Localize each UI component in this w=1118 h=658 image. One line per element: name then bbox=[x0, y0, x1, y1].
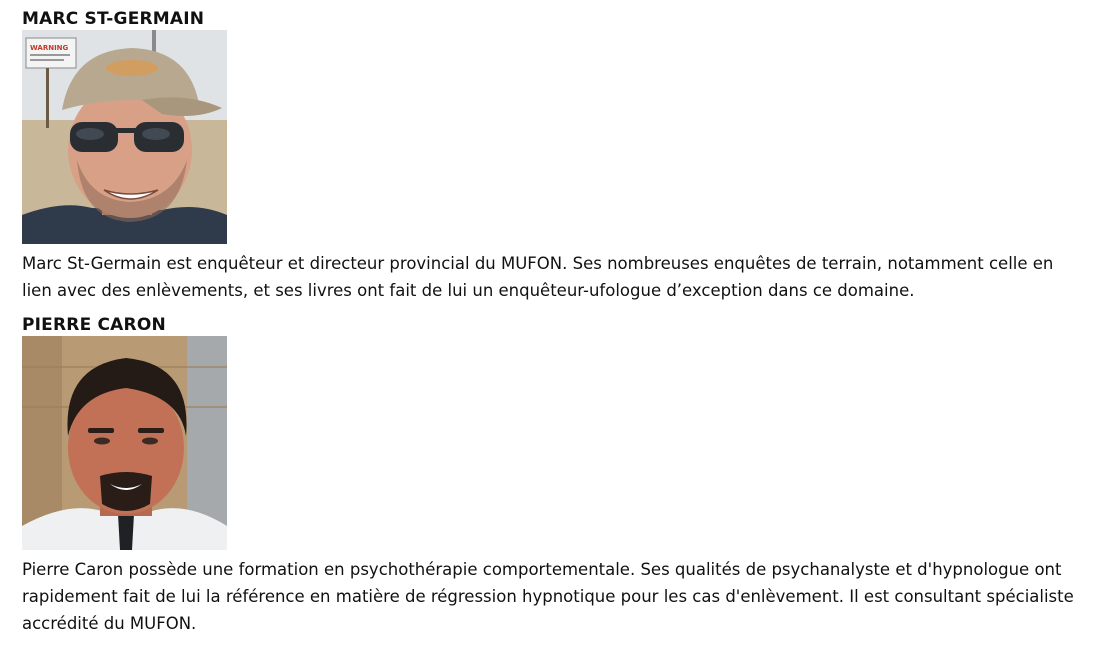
marc-photo-illustration bbox=[22, 30, 227, 244]
person-bio: Marc St-Germain est enquêteur et directeur provincial du MUFON. Ses nombreuses enquêtes de terrain, notamment celle en lien avec des enlèvements, et ses livres ont fait de lui un enquêteur-ufologue d’exception dans ce domaine. bbox=[22, 254, 1054, 300]
person-bio: Pierre Caron possède une formation en psychothérapie comportementale. Ses qualités de psychanalyste et d'hypnologue ont rapidement fait de lui la référence en matière de régression hypnotique pour les cas d'enlèvement. Il est consultant spécialiste accrédité du MUFON. bbox=[22, 560, 1074, 633]
person-name: MARC ST-GERMAIN bbox=[22, 9, 205, 29]
sign-text: WARNING bbox=[30, 44, 69, 52]
pierre-photo-illustration bbox=[22, 336, 227, 550]
person-pierre-caron bbox=[22, 314, 1082, 637]
person-name: PIERRE CARON bbox=[22, 315, 166, 335]
speakers-section bbox=[22, 8, 1082, 637]
person-marc-st-germain bbox=[22, 8, 1082, 304]
person-photo bbox=[22, 336, 227, 550]
person-photo bbox=[22, 30, 227, 244]
